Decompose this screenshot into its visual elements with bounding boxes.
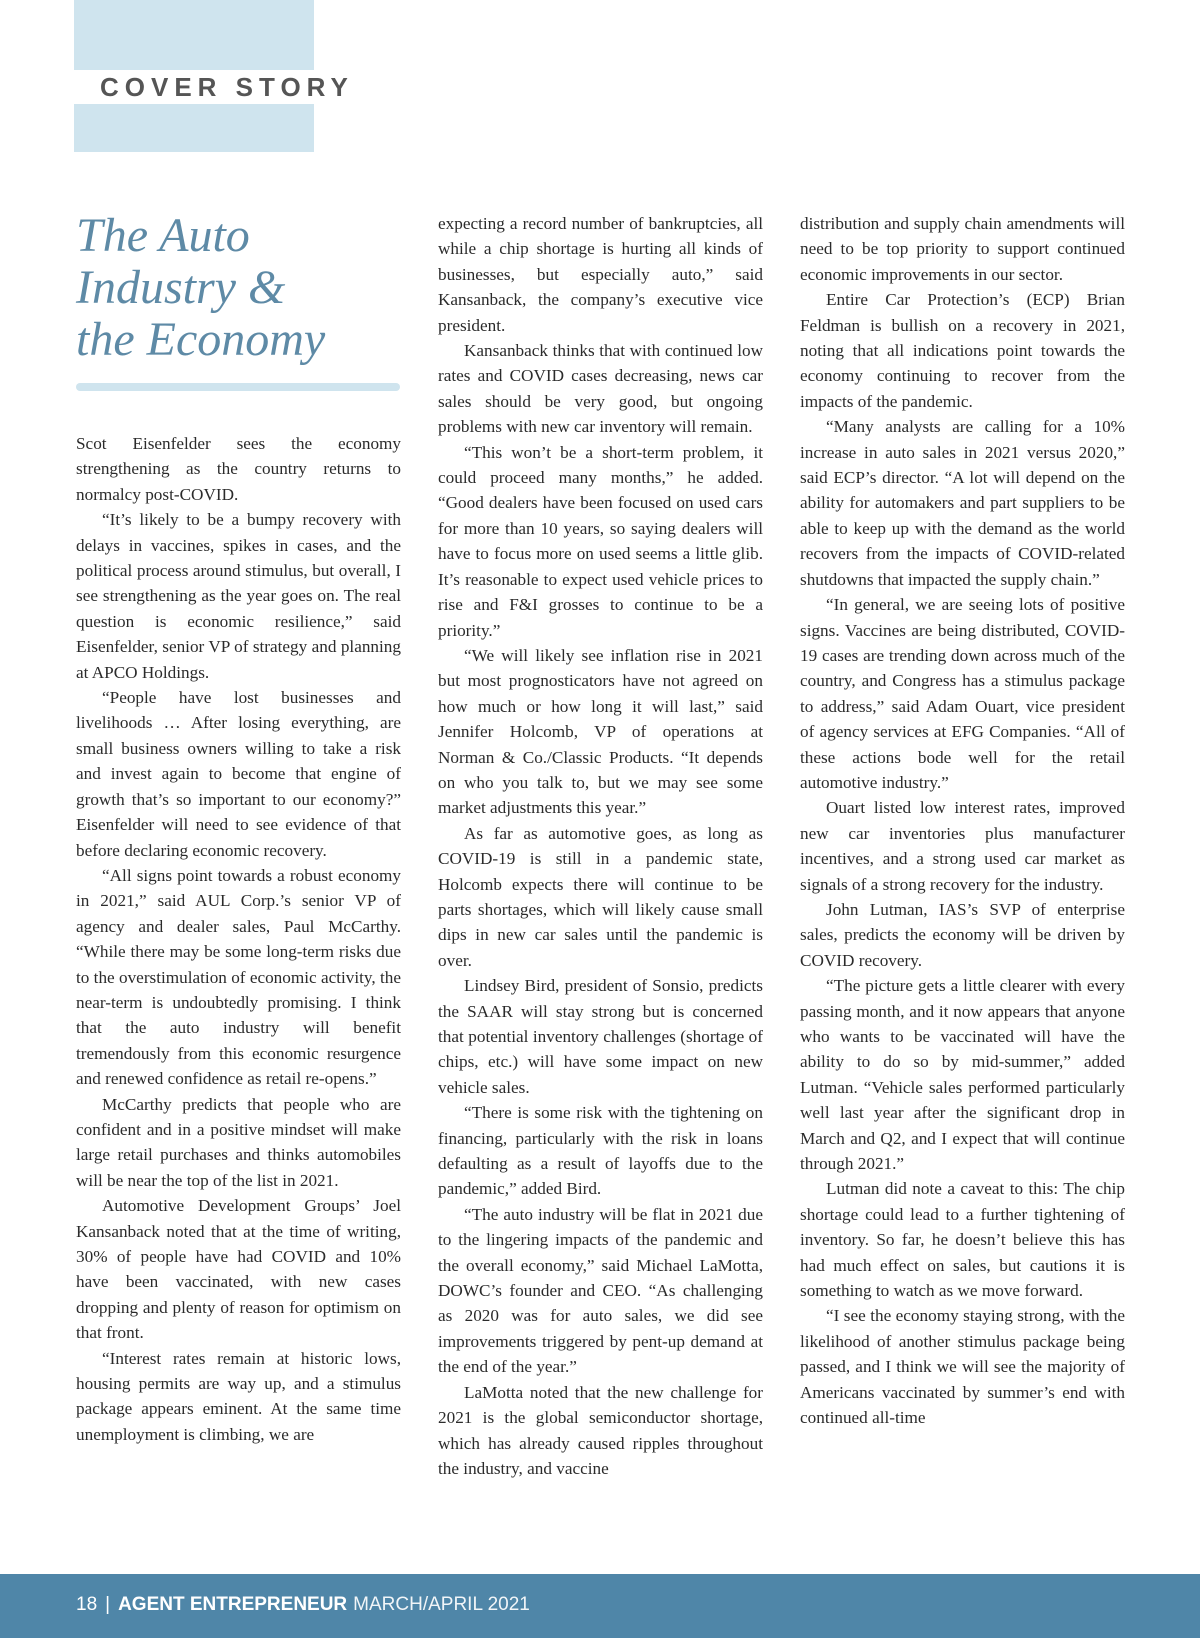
paragraph: “All signs point towards a robust economy in 2021,” said AUL Corp.’s senior VP of agency and dealer sales, Paul McCarthy. “While there may be some long-term risks due to the overstimulation of economic activity, the near-term is undoubtedly promising. I think that the auto industry will benefit tremendously from this economic resurgence and renewed confidence as retail re-opens.”: [76, 865, 401, 1089]
footer-separator: |: [105, 1594, 111, 1615]
paragraph: “There is some risk with the tightening on financing, particularly with the risk in loans defaulting as a result of layoffs due to the pandemic,” added Bird.: [438, 1103, 763, 1199]
headline-line: the Economy: [76, 313, 326, 366]
paragraph: Kansanback thinks that with continued low rates and COVID cases decreasing, news car sales should be very good, but ongoing problems with new car inventory will remain.: [438, 341, 763, 437]
paragraph: “People have lost businesses and livelihoods … After losing everything, are small business owners willing to take a risk and invest again to become that engine of growth that’s so important to our economy?” Eisenfelder will need to see evidence of that before declaring economic recovery.: [76, 688, 401, 860]
page-number: 18: [76, 1594, 98, 1615]
paragraph: expecting a record number of bankruptcies, all while a chip shortage is hurting all kinds of businesses, but especially auto,” said Kansanback, the company’s executive vice president.: [438, 214, 763, 335]
paragraph: John Lutman, IAS’s SVP of enterprise sales, predicts the economy will be driven by COVID recovery.: [800, 899, 1125, 970]
footer-line: [76, 1592, 530, 1618]
paragraph: Lutman did note a caveat to this: The chip shortage could lead to a further tightening of inventory. So far, he doesn’t believe this has had much effect on sales, but cautions it is something to watch as we move forward.: [800, 1179, 1125, 1301]
paragraph: “The picture gets a little clearer with every passing month, and it now appears that anyone who wants to be vaccinated will have the ability to do so by mid-summer,” added Lutman. “Vehicle sales performed particularly well last year after the significant drop in March and Q2, and I expect that will continue through 2021.”: [800, 976, 1125, 1174]
headline-rule: [76, 383, 400, 391]
paragraph: “The auto industry will be flat in 2021 due to the lingering impacts of the pandemic and the overall economy,” said Michael LaMotta, DOWC’s founder and CEO. “As challenging as 2020 was for auto sales, we did see improvements triggered by pent-up demand at the end of the year.”: [438, 1204, 763, 1377]
section-label: COVER STORY: [100, 72, 354, 102]
section-tag-band-bottom: [74, 104, 314, 152]
paragraph: Scot Eisenfelder sees the economy strengthening as the country returns to normalcy post-COVID.: [76, 434, 401, 504]
paragraph: “Interest rates remain at historic lows, housing permits are way up, and a stimulus package appears eminent. At the same time unemployment is climbing, we are: [76, 1348, 401, 1444]
paragraph: McCarthy predicts that people who are confident and in a positive mindset will make large retail purchases and thinks automobiles will be near the top of the list in 2021.: [76, 1094, 401, 1190]
paragraph: “This won’t be a short-term problem, it could proceed many months,” he added. “Good dealers have been focused on used cars for more than 10 years, so saying dealers will have to focus more on used seems a little glib. It’s reasonable to expect used vehicle prices to rise and F&I grosses to continue to be a priority.”: [438, 442, 763, 640]
paragraph: Entire Car Protection’s (ECP) Brian Feldman is bullish on a recovery in 2021, noting that all indications point towards the economy continuing to recover from the impacts of the pandemic.: [800, 290, 1125, 411]
publication-name: AGENT ENTREPRENEUR: [118, 1594, 348, 1615]
page-footer: [0, 1574, 1200, 1638]
paragraph: “I see the economy staying strong, with the likelihood of another stimulus package being passed, and I think we will see the majority of Americans vaccinated by summer’s end with continued all-time: [800, 1306, 1125, 1428]
headline-line: Industry &: [76, 261, 286, 314]
article-column-1: [76, 431, 401, 1447]
paragraph: “It’s likely to be a bumpy recovery with delays in vaccines, spikes in cases, and the political process around stimulus, but overall, I see strengthening as the year goes on. The real question is economic resilience,” said Eisenfelder, senior VP of strategy and planning at APCO Holdings.: [76, 510, 401, 682]
article-headline: [76, 210, 406, 366]
paragraph: “In general, we are seeing lots of positive signs. Vaccines are being distributed, COVID-19 cases are trending down across much of the country, and Congress has a stimulus package to address,” said Adam Ouart, vice president of agency services at EFG Companies. “All of these actions bode well for the retail automotive industry.”: [800, 595, 1125, 792]
paragraph: “We will likely see inflation rise in 2021 but most prognosticators have not agreed on how much or how long it will last,” said Jennifer Holcomb, VP of operations at Norman & Co./Classic Products. “It depends on who you talk to, but we may see some market adjustments this year.”: [438, 645, 763, 818]
paragraph: As far as automotive goes, as long as COVID-19 is still in a pandemic state, Holcomb expects there will continue to be parts shortages, which will likely cause small dips in new car sales until the pandemic is over.: [438, 823, 763, 970]
article-column-2: [438, 211, 763, 1481]
issue-date: MARCH/APRIL 2021: [353, 1594, 530, 1615]
paragraph: Automotive Development Groups’ Joel Kansanback noted that at the time of writing, 30% of people have had COVID and 10% have been vaccinated, with new cases dropping and plenty of reason for optimism on that front.: [76, 1196, 401, 1343]
paragraph: Ouart listed low interest rates, improved new car inventories plus manufacturer incentives, and a strong used car market as signals of a strong recovery for the industry.: [800, 798, 1125, 894]
paragraph: “Many analysts are calling for a 10% increase in auto sales in 2021 versus 2020,” said ECP’s director. “A lot will depend on the ability for automakers and part suppliers to be able to keep up with the demand as the world recovers from the impacts of COVID-related shutdowns that impacted the supply chain.”: [800, 417, 1125, 589]
headline-line: The Auto: [76, 209, 250, 262]
article-column-3: [800, 211, 1125, 1431]
paragraph: distribution and supply chain amendments will need to be top priority to support continued economic improvements in our sector.: [800, 214, 1125, 284]
paragraph: Lindsey Bird, president of Sonsio, predicts the SAAR will stay strong but is concerned that potential inventory challenges (shortage of chips, etc.) will have some impact on new vehicle sales.: [438, 976, 763, 1097]
paragraph: LaMotta noted that the new challenge for 2021 is the global semiconductor shortage, which has already caused ripples throughout the industry, and vaccine: [438, 1382, 763, 1478]
section-tag-band-top: [74, 0, 314, 70]
